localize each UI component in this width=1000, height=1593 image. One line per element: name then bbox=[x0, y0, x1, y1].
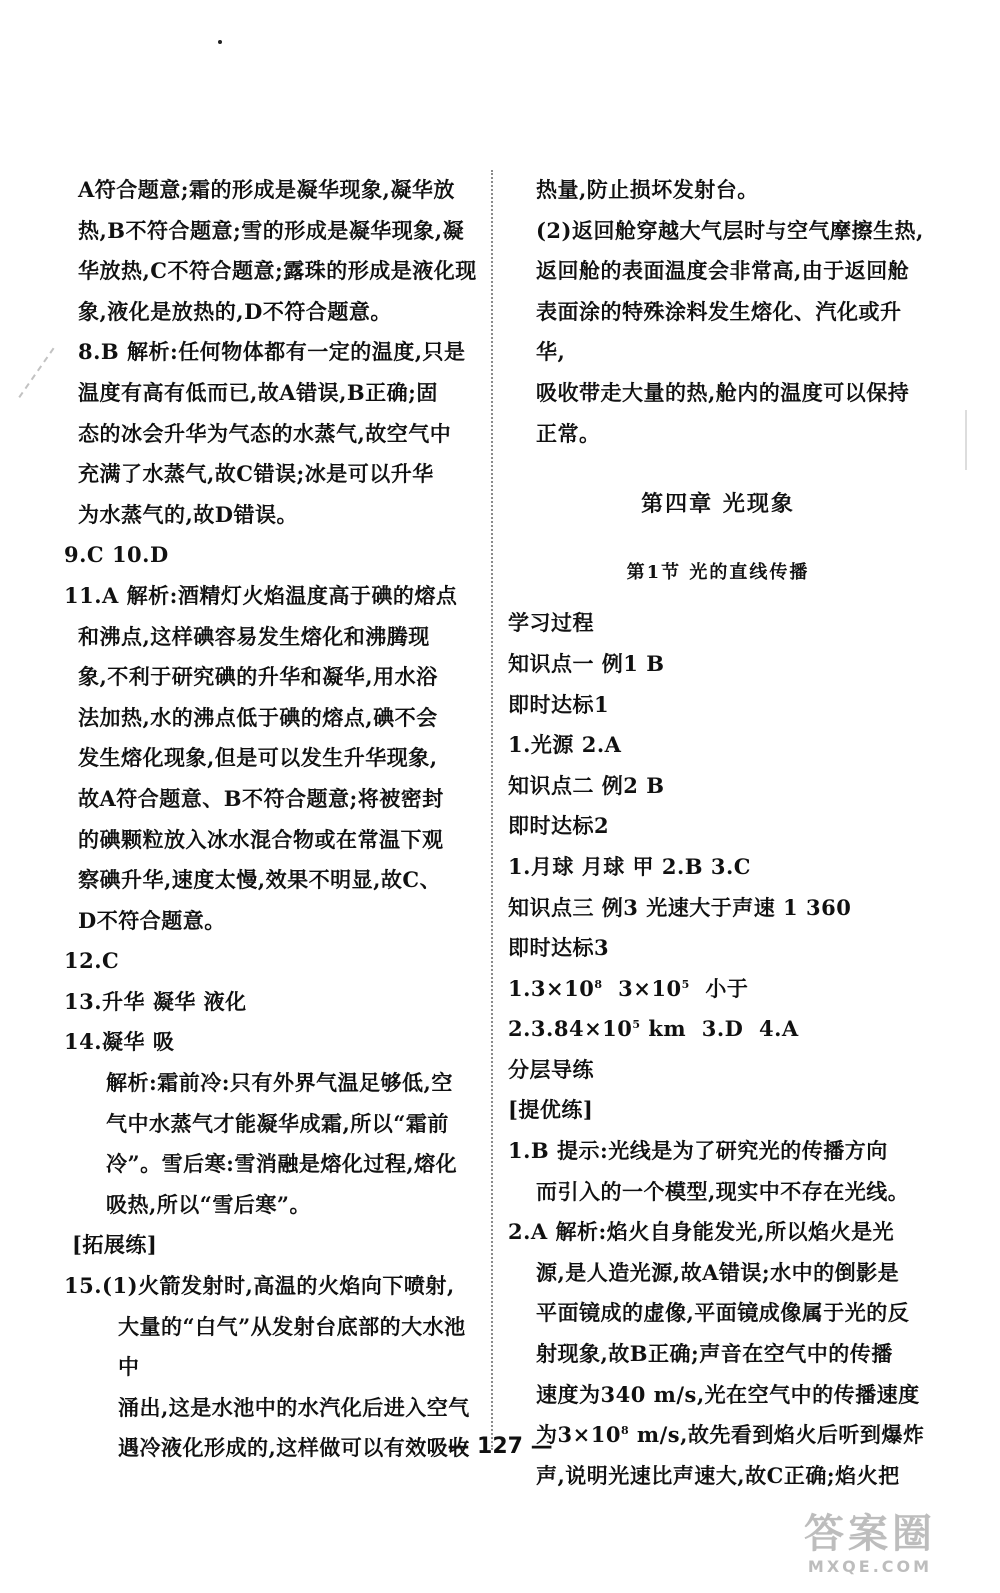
exponent: 8 bbox=[594, 977, 603, 991]
text-line: 态的冰会升华为气态的水蒸气,故空气中 bbox=[78, 420, 452, 446]
column-divider bbox=[491, 170, 493, 1450]
section-title: 第1节 光的直线传播 bbox=[626, 561, 810, 583]
text-line: A符合题意;霜的形成是凝华现象,凝华放 bbox=[78, 177, 455, 202]
answer-line bbox=[508, 969, 928, 1010]
text-line: 冷”。雪后寒:雪消融是熔化过程,熔化 bbox=[106, 1151, 458, 1177]
text-line: 遇冷液化形成的,这样做可以有效吸收 bbox=[118, 1435, 470, 1461]
answer-line: 1.光源 2.A bbox=[508, 732, 622, 758]
answer-2: 2.A 解析:焰火自身能发光,所以焰火是光 bbox=[508, 1219, 895, 1245]
text-line: 正常。 bbox=[536, 420, 601, 446]
answer-11: 11.A 解析:酒精灯火焰温度高于碘的熔点 bbox=[64, 582, 458, 608]
text-line: 华放热,C不符合题意;露珠的形成是液化现 bbox=[78, 258, 477, 284]
text-line: 射现象,故B正确;声音在空气中的传播 bbox=[536, 1341, 893, 1367]
text-line: 表面涂的特殊涂料发生熔化、汽化或升华, bbox=[536, 298, 902, 365]
text-line: 吸热,所以“雪后寒”。 bbox=[106, 1191, 311, 1217]
answer-8: 8.B 解析:任何物体都有一定的温度,只是 bbox=[78, 339, 466, 365]
page-number: — 127 — bbox=[447, 1434, 553, 1459]
text-line: 吸收带走大量的热,舱内的温度可以保持 bbox=[536, 379, 910, 405]
watermark-url: MXQE.COM bbox=[807, 1557, 933, 1576]
text-line: 平面镜成的虚像,平面镜成像属于光的反 bbox=[536, 1300, 910, 1326]
text-line: 热,B不符合题意;雪的形成是凝华现象,凝 bbox=[78, 217, 465, 243]
answer-13: 13.升华 凝华 液化 bbox=[64, 988, 247, 1014]
answer-9-10: 9.C 10.D bbox=[64, 542, 169, 568]
text-line: 象,不利于研究碘的升华和凝华,用水浴 bbox=[78, 664, 438, 690]
text-line: 为水蒸气的,故D错误。 bbox=[78, 501, 299, 527]
watermark-text: 答案圈 bbox=[804, 1511, 936, 1557]
knowledge-point-2: 知识点二 例2 B bbox=[508, 772, 665, 798]
text-run: km 3.D 4.A bbox=[640, 1016, 799, 1042]
text-line: 和沸点,这样碘容易发生熔化和沸腾现 bbox=[78, 623, 430, 649]
text-run: 3×10 bbox=[602, 975, 682, 1001]
section-label-tiyou: [提优练] bbox=[508, 1097, 594, 1123]
text-line: 涌出,这是水池中的水汽化后进入空气 bbox=[118, 1394, 470, 1420]
text-line: 发生熔化现象,但是可以发生升华现象, bbox=[78, 745, 438, 771]
exponent: 5 bbox=[632, 1018, 641, 1032]
watermark-logo bbox=[770, 1511, 970, 1581]
text-line: 气中水蒸气才能凝华成霜,所以“霜前 bbox=[106, 1110, 449, 1136]
text-run: 2.3.84×10 bbox=[508, 1016, 633, 1042]
text-line: 热量,防止损坏发射台。 bbox=[536, 177, 759, 202]
text-run: 1.3×10 bbox=[508, 975, 595, 1001]
knowledge-point-3: 知识点三 例3 光速大于声速 1 360 bbox=[508, 894, 852, 920]
scan-mark-right bbox=[965, 410, 977, 470]
text-line: 温度有高有低而已,故A错误,B正确;固 bbox=[78, 379, 438, 405]
text-line: 充满了水蒸气,故C错误;冰是可以升华 bbox=[78, 461, 434, 487]
heading-xuexi: 学习过程 bbox=[508, 610, 594, 636]
text-line: 象,液化是放热的,D不符合题意。 bbox=[78, 298, 392, 324]
text-line: 故A符合题意、B不符合题意;将被密封 bbox=[78, 785, 444, 811]
heading-jishi-2: 即时达标2 bbox=[508, 813, 610, 839]
heading-fenceng: 分层导练 bbox=[508, 1056, 594, 1082]
text-line: 源,是人造光源,故A错误;水中的倒影是 bbox=[536, 1259, 900, 1285]
text-line: 的碘颗粒放入冰水混合物或在常温下观 bbox=[78, 826, 444, 852]
text-line: (2)返回舱穿越大气层时与空气摩擦生热, bbox=[536, 217, 924, 243]
knowledge-point-1: 知识点一 例1 B bbox=[508, 650, 665, 676]
heading-jishi-1: 即时达标1 bbox=[508, 691, 610, 717]
right-column bbox=[508, 170, 928, 1496]
text-line: 声,说明光速比声速大,故C正确;焰火把 bbox=[536, 1462, 900, 1488]
answer-15: 15.(1)火箭发射时,高温的火焰向下喷射, bbox=[64, 1273, 455, 1299]
text-line: D不符合题意。 bbox=[78, 907, 226, 933]
text-run: 为3×10 bbox=[536, 1422, 621, 1448]
text-run: m/s,故先看到焰火后听到爆炸 bbox=[629, 1422, 925, 1448]
answer-14: 14.凝华 吸 bbox=[64, 1029, 175, 1055]
text-line: 而引入的一个模型,现实中不存在光线。 bbox=[536, 1178, 910, 1204]
answer-line bbox=[508, 1009, 928, 1050]
scan-dot bbox=[218, 40, 222, 44]
text-line: 法加热,水的沸点低于碘的熔点,碘不会 bbox=[78, 704, 438, 730]
text-line: 速度为340 m/s,光在空气中的传播速度 bbox=[536, 1381, 920, 1407]
answer-12: 12.C bbox=[64, 948, 120, 974]
text-line: 大量的“白气”从发射台底部的大水池中 bbox=[118, 1313, 466, 1380]
text-line: 察碘升华,速度太慢,效果不明显,故C、 bbox=[78, 867, 442, 893]
chapter-title: 第四章 光现象 bbox=[641, 491, 795, 518]
exponent: 8 bbox=[620, 1424, 630, 1438]
section-label-tuozhan: [拓展练] bbox=[72, 1232, 158, 1258]
heading-jishi-3: 即时达标3 bbox=[508, 935, 610, 961]
exponent: 5 bbox=[681, 977, 690, 991]
text-line: 解析:霜前冷:只有外界气温足够低,空 bbox=[106, 1070, 453, 1096]
left-column bbox=[64, 170, 480, 1469]
text-line: 返回舱的表面温度会非常高,由于返回舱 bbox=[536, 258, 910, 284]
answer-line: 1.月球 月球 甲 2.B 3.C bbox=[508, 853, 751, 879]
text-run: 小于 bbox=[689, 975, 749, 1001]
answer-1: 1.B 提示:光线是为了研究光的传播方向 bbox=[508, 1138, 888, 1164]
